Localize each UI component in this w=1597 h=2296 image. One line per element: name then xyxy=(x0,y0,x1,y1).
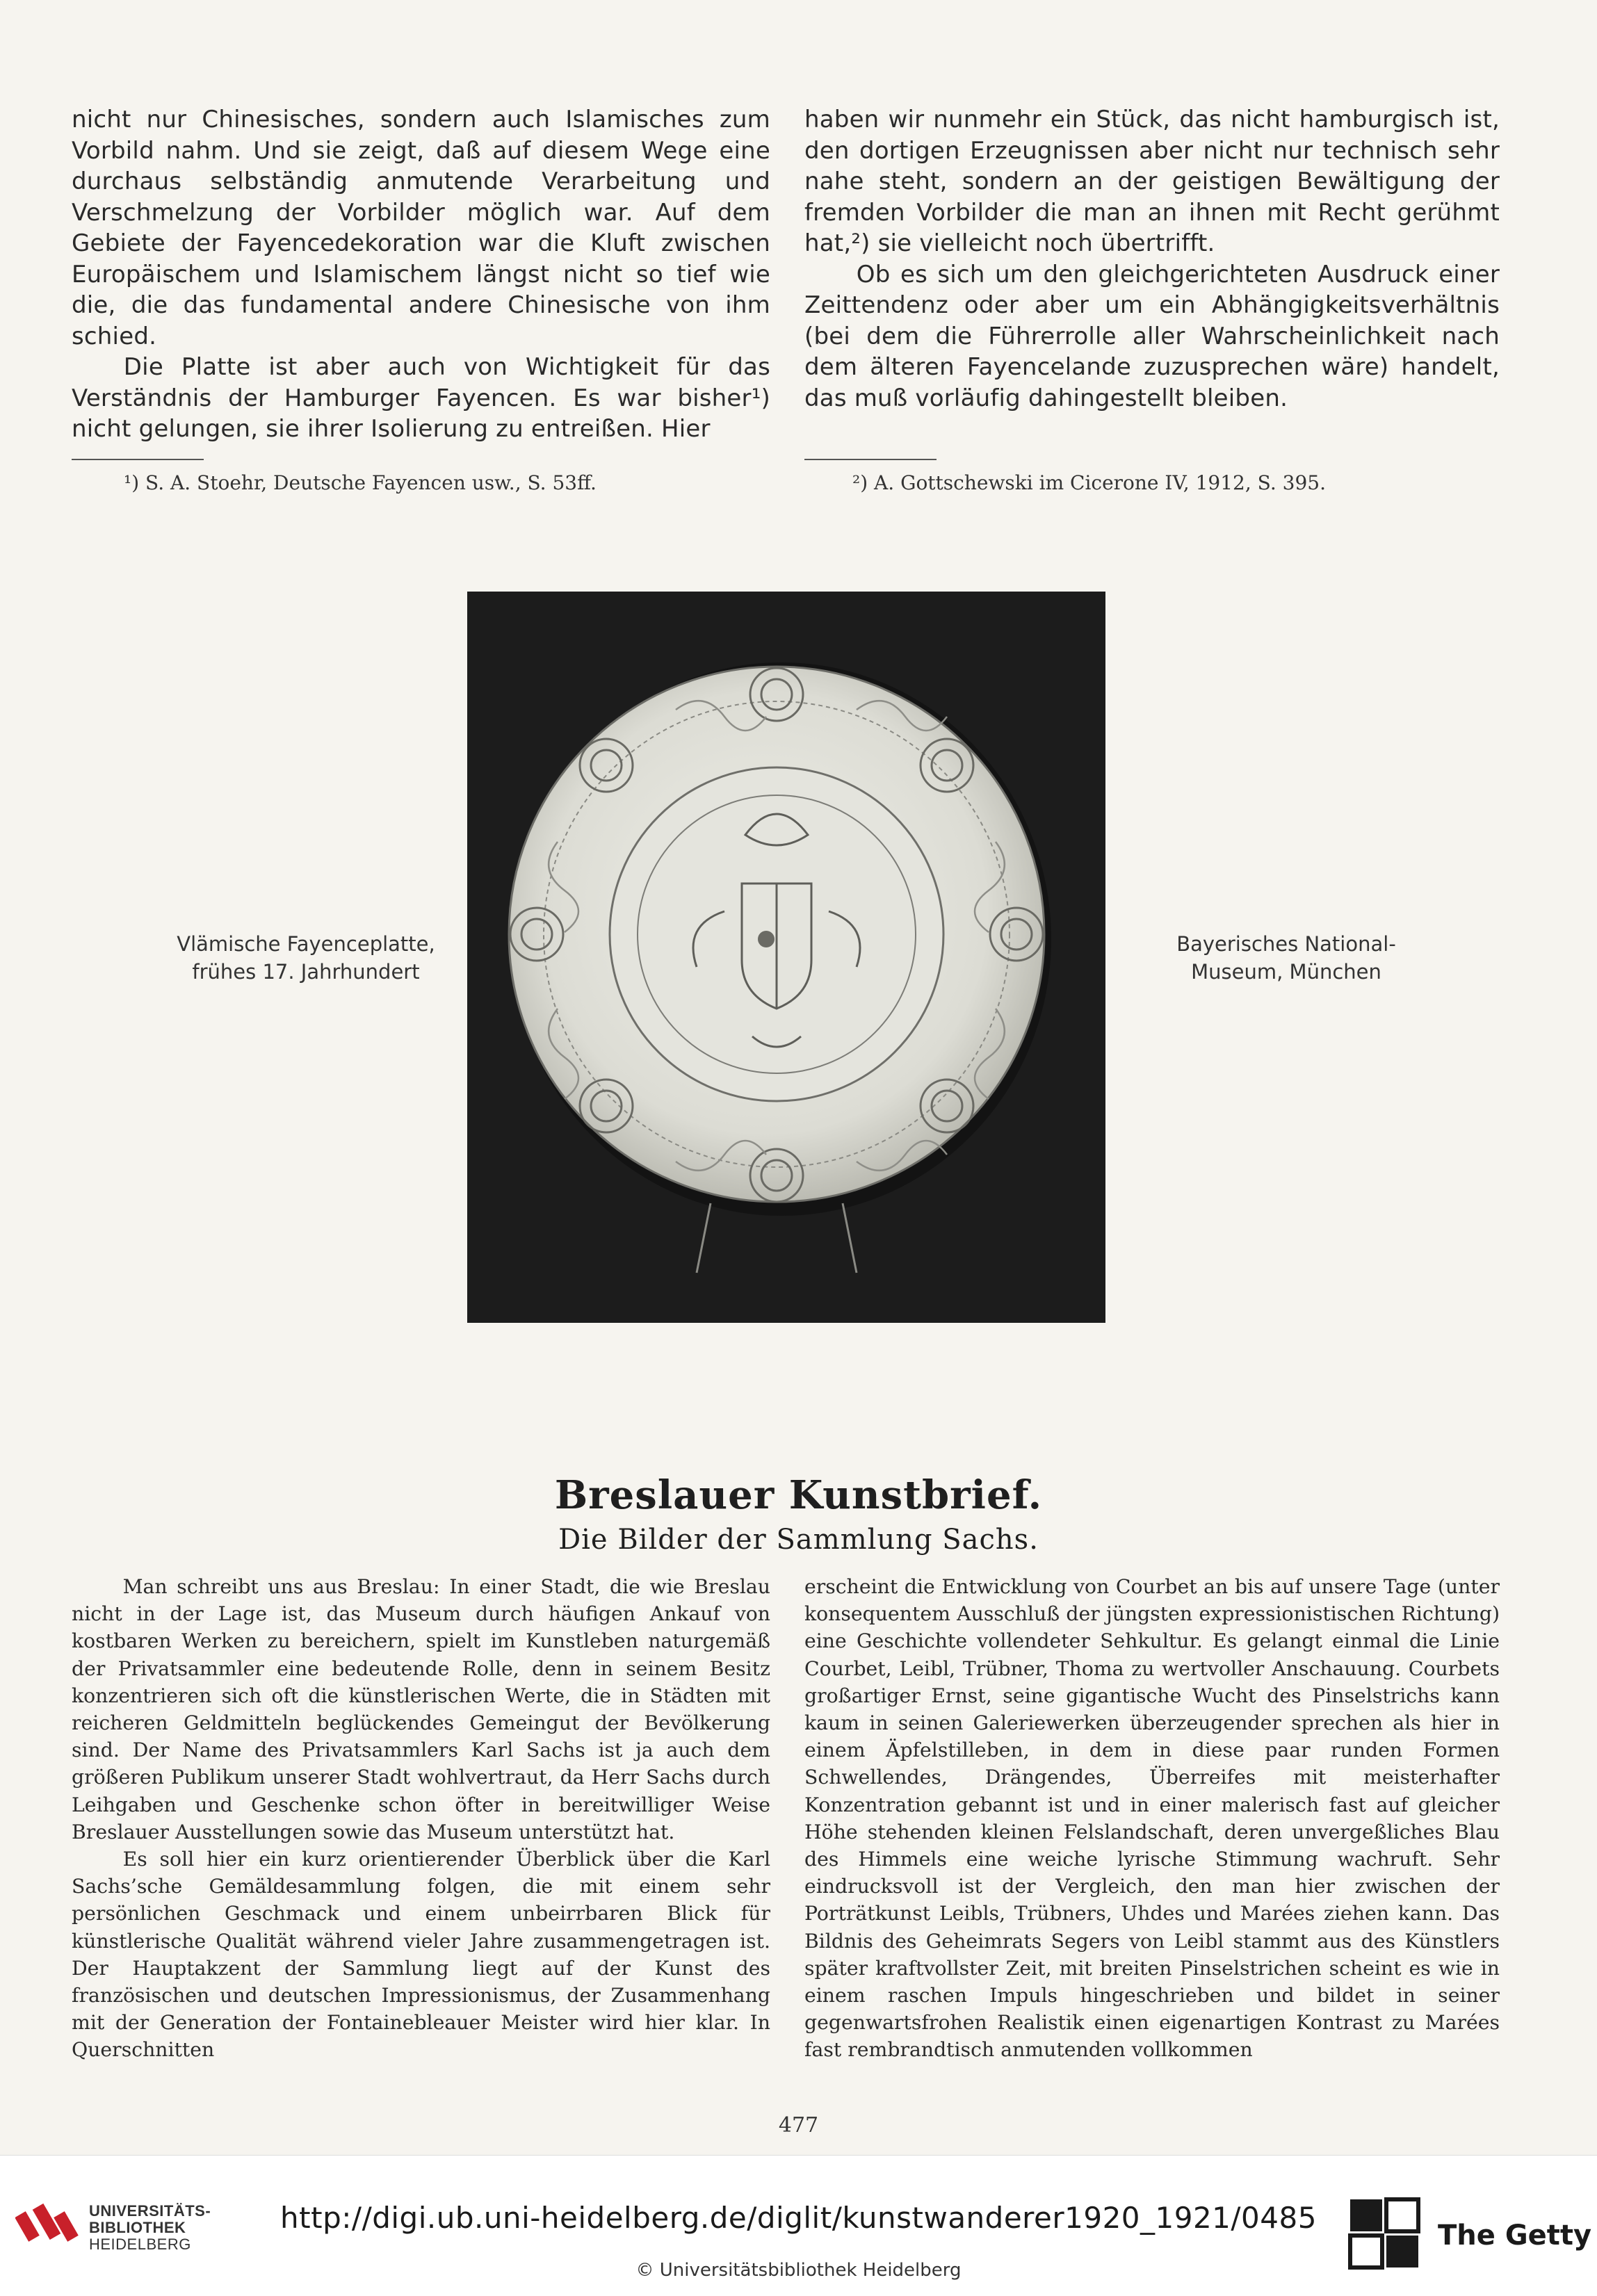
plate-photograph xyxy=(467,592,1105,1323)
top-left-paragraph-1: nicht nur Chinesisches, sondern auch Islamisches zum Vorbild nahm. Und sie zeigt, daß auf diesem Wege eine durchaus selbständig anmutende Verarbeitung und Verschmelzung der Vorbilder möglich war. Auf dem Gebiete der Fayencedekoration war die Kluft zwischen Europäischem und Islamischem längst nicht so tief wie die, die das fundamental andere Chinesische von ihm schied. xyxy=(72,106,770,350)
bottom-left-paragraph-2: Es soll hier ein kurz orientierender Überblick über die Karl Sachs’sche Gemäldesammlung folgen, die mit einem sehr persönlichen Geschmack und einem unbeirrbaren Blick für künstlerische Qualität während vieler Jahre zusammengetragen ist. Der Hauptakzent der Sammlung liegt auf der Kunst des französischen und deutschen Impressionismus, der Zusammenhang mit der Generation der Fontainebleauer Meister wird hier klar. In Querschnitten xyxy=(72,1848,770,2062)
bottom-right-paragraph-1: erscheint die Entwicklung von Courbet an bis auf unsere Tage (unter konsequentem Ausschluß der jüngsten expressionistischen Richtung) eine Geschichte vollendeter Sehkultur. Es gelangt einmal die Linie Courbet, Leibl, Trübner, Thoma zu wertvoller Anschauung. Courbets großartiger Ernst, seine gigantische Wucht des Pinselstrichs kann kaum in seinen Galeriewerken überzeugender sprechen als hier in einem Äpfelstilleben, in dem in diese paar runden Formen Schwellendes, Drängendes, Überreifes mit meisterhafter Konzentration gebannt ist und in einer malerisch fast auf gleicher Höhe stehenden kleinen Felslandschaft, deren unvergeßliches Blau des Himmels eine weiche lyrische Stimmung wachruft. Sehr eindrucksvoll ist der Vergleich, den man hier zwischen der Porträtkunst Leibls, Trübners, Uhdes und Marées ziehen kann. Das Bildnis des Geheimrats Segers von Leibl stammt aus des Künstlers später kraftvollster Zeit, mit breiten Pinselstrichen scheint es wie in einem raschen Impuls hingeschrieben und bildet in seiner gegenwartsfrohen Realistik einen eigenartigen Kontrast zu Marées fast rembrandtisch anmutenden vollkommen xyxy=(804,1575,1500,2062)
bottom-left-column xyxy=(72,1573,770,2064)
article-heading: Breslauer Kunstbrief. xyxy=(554,1472,1043,1518)
library-line-3: HEIDELBERG xyxy=(89,2236,191,2253)
page-number: 477 xyxy=(778,2113,819,2138)
footnote-left: ¹) S. A. Stoehr, Deutsche Fayencen usw., S. 53ff. xyxy=(124,471,597,494)
caption-right-line-2: Museum, München xyxy=(1191,960,1381,984)
copyright-notice: © Universitätsbibliothek Heidelberg xyxy=(635,2260,962,2281)
caption-right xyxy=(1140,930,1432,986)
caption-left-line-2: frühes 17. Jahrhundert xyxy=(192,960,420,984)
permalink-url[interactable]: http://digi.ub.uni-heidelberg.de/diglit/kunstwanderer1920_1921/0485 xyxy=(280,2201,1317,2235)
digitization-footer xyxy=(0,2155,1597,2296)
footnote-rule-right xyxy=(804,459,937,460)
top-right-paragraph-1: haben wir nunmehr ein Stück, das nicht hamburgisch ist, den dortigen Erzeugnissen aber nicht nur technisch sehr nahe steht, sondern an der geistigen Bewältigung der fremden Vorbilder die man an ihnen mit Recht gerühmt hat,²) sie vielleicht noch übertrifft. xyxy=(804,106,1500,257)
caption-right-line-1: Bayerisches National- xyxy=(1176,932,1396,956)
bottom-right-column xyxy=(804,1573,1500,2064)
footnote-right: ²) A. Gottschewski im Cicerone IV, 1912, S. 395. xyxy=(852,471,1326,494)
top-left-column xyxy=(72,104,770,445)
top-right-paragraph-2: Ob es sich um den gleichgerichteten Ausdruck einer Zeittendenz oder aber um ein Abhängigkeitsverhältnis (bei dem die Führerrolle aller Wahrscheinlichkeit nach dem älteren Fayencelande zuzusprechen wäre) handelt, das muß vorläufig dahingestellt bleiben. xyxy=(804,260,1500,412)
caption-left-line-1: Vlämische Fayenceplatte, xyxy=(177,932,435,956)
caption-left xyxy=(160,930,452,986)
library-line-2: BIBLIOTHEK xyxy=(89,2219,186,2236)
footnote-rule-left xyxy=(72,459,204,460)
getty-name: The Getty xyxy=(1438,2220,1592,2252)
top-right-column xyxy=(804,104,1500,414)
article-subheading: Die Bilder der Sammlung Sachs. xyxy=(558,1524,1039,1556)
faience-plate-illustration xyxy=(467,592,1105,1323)
getty-logo-icon xyxy=(1343,2194,1427,2270)
bottom-left-paragraph-1: Man schreibt uns aus Breslau: In einer Stadt, die wie Breslau nicht in der Lage ist, das Museum durch häufigen Ankauf von kostbaren Werken zu bereichern, spielt im Kunstleben naturgemäß der Privatsammler eine bedeutende Rolle, denn in seinem Besitz konzentrieren sich oft die künstlerischen Werte, die in Städten mit reicheren Geldmitteln beglückendes Gemeingut der Bevölkerung sind. Der Name des Privatsammlers Karl Sachs ist ja auch dem größeren Publikum unserer Stadt wohlvertraut, da Herr Sachs durch Leihgaben und Geschenke schon öfter in bereitwilliger Weise Breslauer Ausstellungen sowie das Museum unterstützt hat. xyxy=(72,1575,770,1843)
top-left-paragraph-2: Die Platte ist aber auch von Wichtigkeit für das Verständnis der Hamburger Fayencen. Es war bisher¹) nicht gelungen, sie ihrer Isolierung zu entreißen. Hier xyxy=(72,353,770,443)
library-line-1: UNIVERSITÄTS- xyxy=(89,2202,211,2220)
